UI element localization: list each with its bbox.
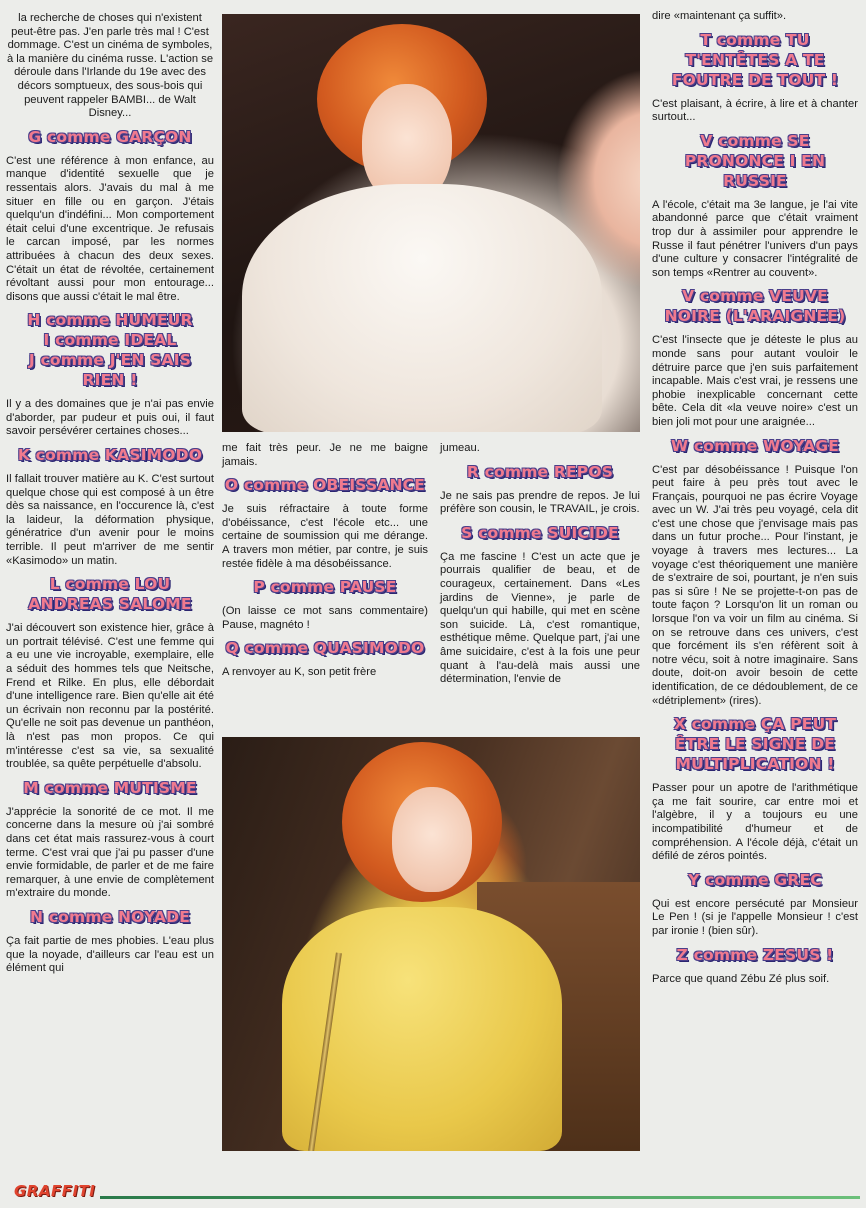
heading-u: V comme SE PRONONCE I EN RUSSIE <box>684 131 826 190</box>
heading-i: I comme IDEAL <box>43 331 177 350</box>
photo-bottom-face <box>392 787 472 892</box>
heading-x: X comme ÇA PEUT ÊTRE LE SIGNE DE MULTIPLICATION ! <box>673 715 837 774</box>
photo-top <box>222 14 640 432</box>
text-l: J'ai découvert son existence hier, grâce à un portrait télévisé. C'est une femme qui a eu une vie incroyable, exemplaire, elle a séduit des hommes tels que Neitsche, Frend et Rilke. En plus, elle débordait d'une intelligence rare. Bien qu'elle ait été un écrivain non reconnu par la postérité. Qu'elle ne soit pas devenue un panthéon, là n'est pas mon propos. Ce qui m'intéresse c'est sa vie, sa sexualité troublée, sa quête perpétuelle d'absolu. <box>6 622 214 771</box>
photo-top-blouse <box>242 184 602 432</box>
intro-text: la recherche de choses qui n'existent peut-être pas. J'en parle très mal ! C'est dommage. C'est un cinéma de symboles, à la manière du cinéma russe. L'action se déroule dans l'Irlande du 19e avec des décors somptueux, des sous-bois qui peuvent rappeler BAMBI... de Walt Disney... <box>6 12 214 120</box>
heading-y: Y comme GREC <box>688 870 822 889</box>
text-w: C'est par désobéissance ! Puisque l'on peut faire à peu près tout avec le Français, pourquoi ne pas écrire Voyage avec un W. J'ai très peu voyagé, cela dit c'est une chose que j'envisage mais pas dans un futur proche... Pour l'instant, je voyage à travers mes lectures... La voyage c'est théoriquement une manière de s'extraire de soi, pourtant, je n'en suis pas si sûre ! Ne se projette-t-on pas de toute façon ? Lorsqu'on lit un roman ou lorsque l'on va voir un film au cinéma. Si on se retrouve dans ces univers, c'est que forcément ils s'en réfèrent soit à notre vécu, soit à notre imaginaire. Sans doute, doit-on avoir besoin de cette identification, de ce dédoublement, de ce «détriplement» (rires). <box>652 463 858 707</box>
text-g: C'est une référence à mon enfance, au manque d'identité sexuelle que je ressentais alors. J'avais du mal à me situer en fille ou en garçon. J'étais quelqu'un d'indéfini... Mon comportement était celui d'une excentrique. Je refusais le carcan imposé, par les normes attribuées à chacun des deux sexes. C'était un état de révoltée, certainement révoltant aussi pour mon entourage... disons que aussi c'était le mal être. <box>6 154 214 303</box>
heading-w: W comme WOYAGE <box>670 436 840 455</box>
page-footer <box>0 1180 866 1208</box>
heading-t: T comme TU T'ENTÊTES A TE FOUTRE DE TOUT ! <box>671 30 839 89</box>
text-hij: Il y a des domaines que je n'ai pas envie d'aborder, par pudeur et puis oui, il faut savoir persévérer certaines choses... <box>6 398 214 438</box>
heading-g: G comme GARÇON <box>28 127 192 146</box>
text-r: Je ne sais pas prendre de repos. Je lui préfère son cousin, le TRAVAIL, je crois. <box>440 489 640 516</box>
photo-bottom-jacket <box>282 907 562 1151</box>
heading-m: M comme MUTISME <box>23 778 197 797</box>
text-m: J'apprécie la sonorité de ce mot. Il me concerne dans la mesure où j'ai sombré dans cet état mais rassurez-vous à court terme. C'est vrai que j'ai pu passer d'une envie formidable, de parler et de me faire remarquer, à une envie de complètement m'extraire du monde. <box>6 805 214 900</box>
text-v: C'est l'insecte que je déteste le plus au monde sans pour autant vouloir le détruire parce que j'en suis parfaitement incapable. Mais c'est vrai, je ressens une phobie inexplicable concernant cette bête. Cela dit «la veuve noire» c'est un bien joli mot pour une araignée... <box>652 334 858 428</box>
heading-k: K comme KASIMODO <box>17 446 203 465</box>
text-t: C'est plaisant, à écrire, à lire et à chanter surtout... <box>652 97 858 124</box>
column-3 <box>440 442 640 693</box>
heading-z: Z comme ZESUS ! <box>676 945 834 964</box>
text-q-cont: jumeau. <box>440 442 480 454</box>
heading-h: H comme HUMEUR <box>27 311 193 330</box>
text-u: A l'école, c'était ma 3e langue, je l'ai vite abandonné parce que c'était vraiment trop dur à assimiler pour apprendre le Russe il faut pénétrer l'univers d'un pays d'une culture y consacrer l'intégralité de son temps «Rentrer au couvent». <box>652 198 858 279</box>
column-4 <box>652 10 858 992</box>
text-s-cont: dire «maintenant ça suffit». <box>652 10 787 22</box>
text-s: Ça me fascine ! C'est un acte que je pourrais qualifier de beau, et de courageux, certainement. Dans «Les jardins de Vienne», je parle de quelqu'un qui habille, qui met en scène son suicide. Là, c'est romantique, esthétique même. Quelque part, j'ai une âme suicidaire, c'est à la fois une peur quant à l'au-delà mais aussi une détermination, l'envie de <box>440 550 640 686</box>
column-1 <box>6 12 214 982</box>
text-p: (On laisse ce mot sans commentaire) Pause, magnéto ! <box>222 605 428 631</box>
text-x: Passer pour un apotre de l'arithmétique ça me fait sourire, car entre moi et l'algèbre, il y a toujours eu une incompatibilité d'humeur et de compréhension. A l'école déjà, c'était un défilé de zéros pointés. <box>652 782 858 863</box>
text-n: Ça fait partie de mes phobies. L'eau plus que la noyade, d'ailleurs car l'eau est un élément qui <box>6 934 214 975</box>
heading-q: Q comme QUASIMODO <box>225 639 425 658</box>
text-o: Je suis réfractaire à toute forme d'obéissance, c'est l'école etc... une certaine de soumission qui me dérange. A travers mon métier, par contre, je suis restée fidèle à ma désobéissance. <box>222 503 428 570</box>
text-y: Qui est encore persécuté par Monsieur Le Pen ! (si je l'appelle Monsieur ! c'est par ironie ! (bien sûr). <box>652 897 858 937</box>
heading-l: L comme LOU ANDREAS SALOME <box>28 575 192 614</box>
column-2 <box>222 442 428 686</box>
photo-bottom <box>222 737 640 1151</box>
heading-o: O comme OBEISSANCE <box>224 476 426 495</box>
text-q: A renvoyer au K, son petit frère <box>222 666 377 679</box>
heading-v: V comme VEUVE NOIRE (L'ARAIGNEE) <box>664 287 846 326</box>
heading-p: P comme PAUSE <box>253 578 397 597</box>
text-n-cont: me fait très peur. Je ne me baigne jamais. <box>222 442 428 468</box>
heading-r: R comme REPOS <box>466 462 614 481</box>
heading-n: N comme NOYADE <box>29 907 190 926</box>
text-k: Il fallait trouver matière au K. C'est surtout quelque chose qui est composé à un être dès sa naissance, en l'occurence là, c'est la laideur, la déformation physique, génératrice d'un avenir pour le moins terrible. Il peut m'arriver de me sentir «Kasimodo» un matin. <box>6 473 214 567</box>
heading-j: J comme J'EN SAIS RIEN ! <box>28 351 192 390</box>
text-z: Parce que quand Zébu Zé plus soif. <box>652 972 830 985</box>
heading-s: S comme SUICIDE <box>461 523 619 542</box>
footer-rule <box>100 1196 860 1199</box>
magazine-logo: GRAFFITI <box>14 1182 96 1200</box>
